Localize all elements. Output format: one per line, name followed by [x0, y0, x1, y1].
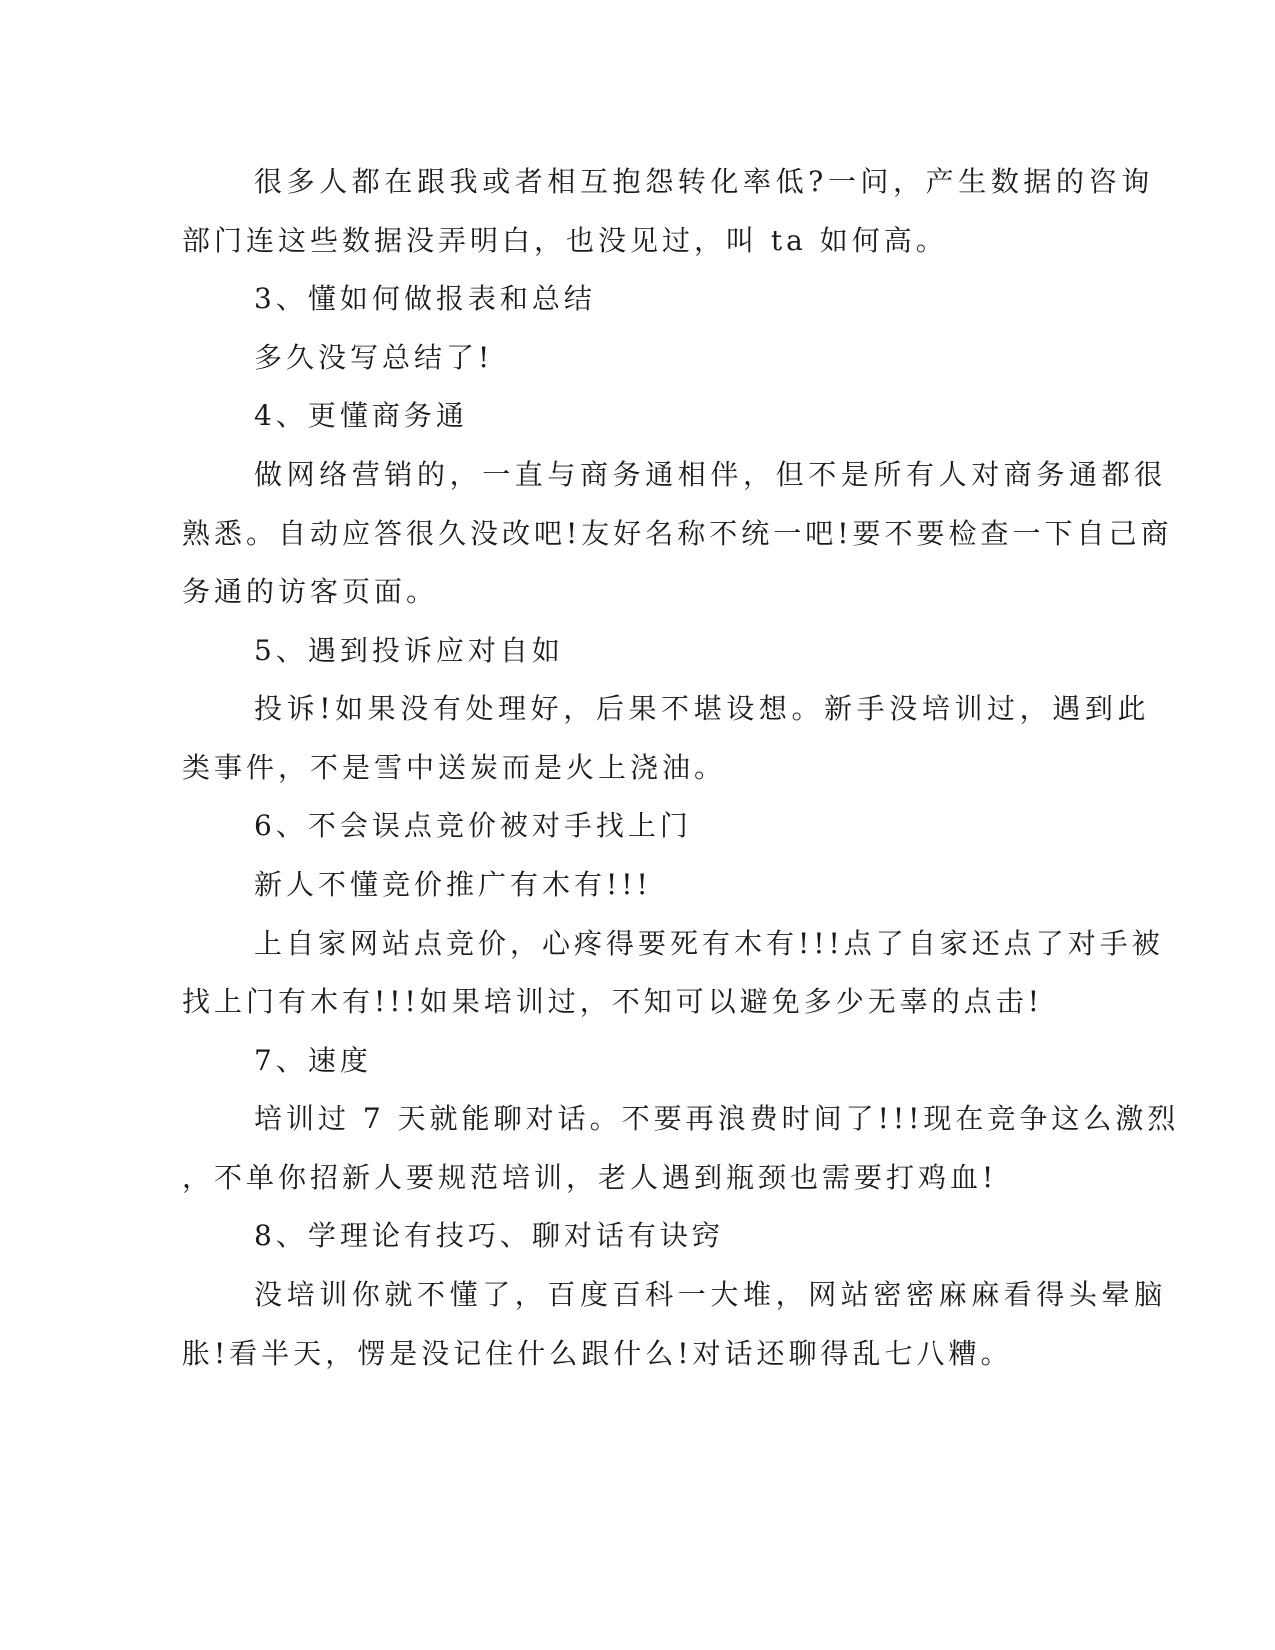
section-heading: 5、遇到投诉应对自如: [254, 634, 564, 667]
paragraph-line: 没培训你就不懂了，百度百科一大堆，网站密密麻麻看得头晕脑: [254, 1278, 1167, 1311]
paragraph-line: 上自家网站点竞价，心疼得要死有木有!!!点了自家还点了对手被: [254, 927, 1164, 960]
paragraph-line: 熟悉。自动应答很久没改吧!友好名称不统一吧!要不要检查一下自己商: [182, 517, 1173, 550]
section-heading: 7、速度: [254, 1044, 372, 1077]
paragraph-line: 胀!看半天，愣是没记住什么跟什么!对话还聊得乱七八糟。: [182, 1337, 1013, 1370]
section-heading: 8、学理论有技巧、聊对话有诀窍: [254, 1219, 724, 1252]
section-heading: 3、懂如何做报表和总结: [254, 282, 596, 315]
paragraph-line: 很多人都在跟我或者相互抱怨转化率低?一问，产生数据的咨询: [254, 165, 1154, 198]
paragraph-line: 找上门有木有!!!如果培训过，不知可以避免多少无辜的点击!: [182, 985, 1044, 1018]
paragraph-line: 培训过 7 天就能聊对话。不要再浪费时间了!!!现在竞争这么激烈: [254, 1102, 1180, 1135]
paragraph-line: 投诉!如果没有处理好，后果不堪设想。新手没培训过，遇到此: [254, 692, 1151, 725]
paragraph-line: 部门连这些数据没弄明白，也没见过，叫 ta 如何高。: [182, 224, 948, 257]
paragraph-line: ，不单你招新人要规范培训，老人遇到瓶颈也需要打鸡血!: [182, 1161, 998, 1194]
paragraph-line: 多久没写总结了!: [254, 341, 494, 374]
paragraph-line: 务通的访客页面。: [182, 575, 439, 608]
paragraph-line: 做网络营销的，一直与商务通相伴，但不是所有人对商务通都很: [254, 458, 1167, 491]
paragraph-line: 类事件，不是雪中送炭而是火上浇油。: [182, 751, 727, 784]
section-heading: 6、不会误点竞价被对手找上门: [254, 809, 692, 842]
section-heading: 4、更懂商务通: [254, 399, 468, 432]
paragraph-line: 新人不懂竞价推广有木有!!!: [254, 868, 652, 901]
